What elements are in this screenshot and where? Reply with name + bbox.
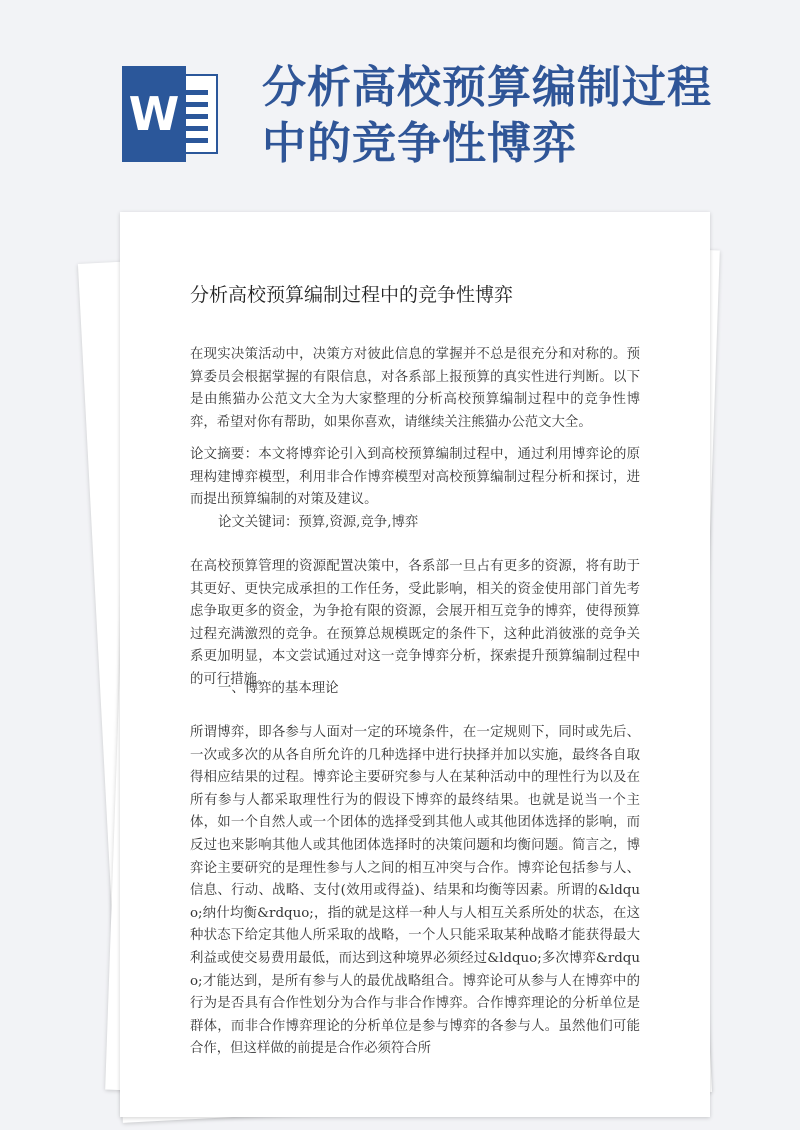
document-page	[120, 212, 710, 1117]
section-heading: 一、博弈的基本理论	[218, 681, 339, 696]
paragraph-body: 所谓博弈，即各参与人面对一定的环境条件，在一定规则下，同时或先后、一次或多次的从各自所允许的几种选择中进行抉择并加以实施，最终各自取得相应结果的过程。博弈论主要研究参与人在某种活动中的理性行为以及在所有参与人都采取理性行为的假设下博弈的最终结果。也就是说当一个主体，如一个自然人或一个团体的选择受到其他人或其他团体选择的影响，而反过也来影响其他人或其他团体选择时的决策问题和均衡问题。简言之，博弈论主要研究的是理性参与人之间的相互冲突与合作。博弈论包括参与人、信息、行动、战略、支付(效用或得益)、结果和均衡等因素。所谓的&ldquo;纳什均衡&rdquo;，指的就是这样一种人与人相互关系所处的状态，在这种状态下给定其他人所采取的战略，一个人只能采取某种战略才能获得最大利益或使交易费用最低，而达到这种境界必须经过&ldquo;多次博弈&rdquo;才能达到，是所有参与人的最优战略组合。博弈论可从参与人在博弈中的行为是否具有合作性划分为合作与非合作博弈。合作博弈理论的分析单位是群体，而非合作博弈理论的分析单位是参与博弈的各参与人。虽然他们可能合作，但这样做的前提是合作必须符合所	[190, 725, 640, 1057]
document-banner-title: 分析高校预算编制过程中的竞争性博弈	[262, 62, 712, 169]
paragraph-keywords: 论文关键词：预算,资源,竞争,博弈	[218, 515, 419, 530]
page-title: 分析高校预算编制过程中的竞争性博弈	[190, 284, 514, 306]
word-letter: W	[122, 66, 186, 162]
paragraph-body: 在高校预算管理的资源配置决策中，各系部一旦占有更多的资源，将有助于其更好、更快完成承担的工作任务，受此影响，相关的资金使用部门首先考虑争取更多的资金，为争抢有限的资源，会展开相互竞争的博弈，使得预算过程充满激烈的竞争。在预算总规模既定的条件下，这种此消彼涨的竞争关系更加明显，本文尝试通过对这一竞争博弈分析，探索提升预算编制过程中的可行措施。	[190, 559, 640, 687]
paragraph-intro: 在现实决策活动中，决策方对彼此信息的掌握并不总是很充分和对称的。预算委员会根据掌握的有限信息，对各系部上报预算的真实性进行判断。以下是由熊猫办公范文大全为大家整理的分析高校预算编制过程中的竞争性博弈，希望对你有帮助，如果你喜欢，请继续关注熊猫办公范文大全。	[190, 347, 640, 430]
word-document-icon	[122, 66, 218, 162]
paragraph-abstract: 论文摘要：本文将博弈论引入到高校预算编制过程中，通过利用博弈论的原理构建博弈模型，利用非合作博弈模型对高校预算编制过程分析和探讨，进而提出预算编制的对策及建议。	[190, 447, 640, 508]
